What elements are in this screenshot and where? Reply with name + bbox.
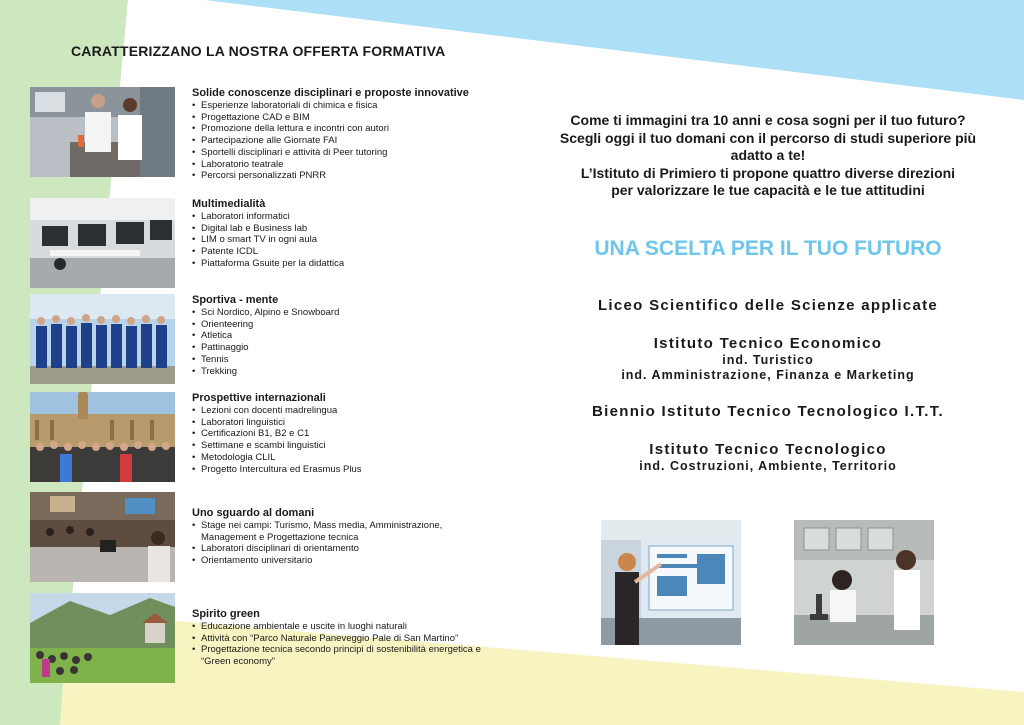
list-item: • Pattinaggio bbox=[192, 342, 492, 354]
section-text bbox=[192, 392, 492, 475]
course-track: ind. Turistico bbox=[722, 353, 814, 367]
course-track: ind. Amministrazione, Finanza e Marketing bbox=[621, 368, 915, 382]
course-list bbox=[548, 297, 988, 494]
list-item: • Piattaforma Gsuite per la didattica bbox=[192, 258, 492, 270]
list-item: • Esperienze laboratoriali di chimica e fisica bbox=[192, 100, 492, 112]
list-item: • Patente ICDL bbox=[192, 246, 492, 258]
list-item: • Settimane e scambi linguistici bbox=[192, 440, 492, 452]
section-prospettive-internazionali bbox=[30, 392, 500, 482]
section-spirito-green bbox=[30, 593, 500, 683]
section-solide-conoscenze bbox=[30, 87, 500, 182]
sports-team-photo bbox=[30, 294, 175, 384]
list-item: • Educazione ambientale e uscite in luoghi naturali bbox=[192, 621, 492, 633]
section-list bbox=[192, 405, 492, 475]
section-uno-sguardo-al-domani bbox=[30, 492, 500, 582]
list-item: • Percorsi personalizzati PNRR bbox=[192, 170, 492, 182]
list-item: • Laboratori disciplinari di orientamento bbox=[192, 543, 492, 555]
list-item: • Laboratori informatici bbox=[192, 211, 492, 223]
section-title: Uno sguardo al domani bbox=[192, 507, 315, 519]
section-sportiva-mente bbox=[30, 294, 500, 384]
course-name: Biennio Istituto Tecnico Tecnologico I.T.T. bbox=[591, 403, 945, 420]
list-item: • Sportelli disciplinari e attività di Peer tutoring bbox=[192, 147, 492, 159]
list-item: • Promozione della lettura e incontri con autori bbox=[192, 123, 492, 135]
list-item: • Laboratorio teatrale bbox=[192, 159, 492, 171]
course-item bbox=[548, 335, 988, 383]
list-item: • Lezioni con docenti madrelingua bbox=[192, 405, 492, 417]
course-name: Istituto Tecnico Economico bbox=[653, 335, 883, 352]
section-list bbox=[192, 307, 492, 377]
intro-line: Come ti immagini tra 10 anni e cosa sogni per il tuo futuro? bbox=[570, 112, 966, 128]
students-chemistry-lab-photo bbox=[30, 87, 175, 177]
list-item: • Atletica bbox=[192, 330, 492, 342]
headline: UNA SCELTA PER IL TUO FUTURO bbox=[594, 237, 942, 260]
section-text bbox=[192, 492, 492, 567]
section-text bbox=[192, 593, 492, 668]
students-in-london-photo bbox=[30, 392, 175, 482]
list-item: • Metodologia CLIL bbox=[192, 452, 492, 464]
section-list bbox=[192, 100, 492, 182]
course-item bbox=[548, 297, 988, 315]
orientation-classroom-photo bbox=[30, 492, 175, 582]
section-text bbox=[192, 87, 492, 182]
list-item: • Orientamento universitario bbox=[192, 555, 492, 567]
list-item: • Orienteering bbox=[192, 319, 492, 331]
smartboard-presentation-photo bbox=[601, 520, 741, 645]
outdoor-group-photo bbox=[30, 593, 175, 683]
list-item: • Attività con “Parco Naturale Paneveggio Pale di San Martino” bbox=[192, 633, 492, 645]
intro-line: L’Istituto di Primiero ti propone quattro diverse direzioni bbox=[580, 164, 956, 181]
course-item bbox=[548, 441, 988, 474]
course-item bbox=[548, 403, 988, 421]
section-title: Multimedialità bbox=[192, 198, 266, 210]
section-list bbox=[192, 520, 492, 567]
list-item: • Progettazione tecnica secondo principi di sostenibilità energetica e “Green economy” bbox=[192, 644, 492, 667]
computer-lab-photo bbox=[30, 198, 175, 288]
list-item: • Tennis bbox=[192, 354, 492, 366]
list-item: • Stage nei campi: Turismo, Mass media, Amministrazione, Management e Progettazione tecnica bbox=[192, 520, 492, 543]
microscope-lab-photo bbox=[794, 520, 934, 645]
list-item: • LIM o smart TV in ogni aula bbox=[192, 234, 492, 246]
section-text bbox=[192, 198, 492, 270]
section-title: Solide conoscenze disciplinari e proposte innovative bbox=[192, 87, 469, 99]
intro-text bbox=[548, 112, 988, 200]
section-title: Spirito green bbox=[192, 608, 260, 620]
list-item: • Digital lab e Business lab bbox=[192, 223, 492, 235]
section-multimedialita bbox=[30, 198, 500, 288]
list-item: • Laboratori linguistici bbox=[192, 417, 492, 429]
course-name: Liceo Scientifico delle Scienze applicate bbox=[597, 297, 939, 314]
intro-line: Scegli oggi il tuo domani con il percorso di studi superiore più adatto a te! bbox=[559, 129, 977, 163]
list-item: • Partecipazione alle Giornate FAI bbox=[192, 135, 492, 147]
main-title: CARATTERIZZANO LA NOSTRA OFFERTA FORMATIVA bbox=[71, 43, 446, 59]
list-item: • Progetto Intercultura ed Erasmus Plus bbox=[192, 464, 492, 476]
section-list bbox=[192, 621, 492, 668]
intro-line: per valorizzare le tue capacità e le tue attitudini bbox=[611, 182, 925, 198]
list-item: • Certificazioni B1, B2 e C1 bbox=[192, 428, 492, 440]
section-title: Prospettive internazionali bbox=[192, 392, 326, 404]
list-item: • Progettazione CAD e BIM bbox=[192, 112, 492, 124]
course-name: Istituto Tecnico Tecnologico bbox=[649, 441, 887, 458]
section-title: Sportiva - mente bbox=[192, 294, 279, 306]
section-text bbox=[192, 294, 492, 377]
course-track: ind. Costruzioni, Ambiente, Territorio bbox=[639, 459, 897, 473]
section-list bbox=[192, 211, 492, 270]
list-item: • Sci Nordico, Alpino e Snowboard bbox=[192, 307, 492, 319]
list-item: • Trekking bbox=[192, 366, 492, 378]
